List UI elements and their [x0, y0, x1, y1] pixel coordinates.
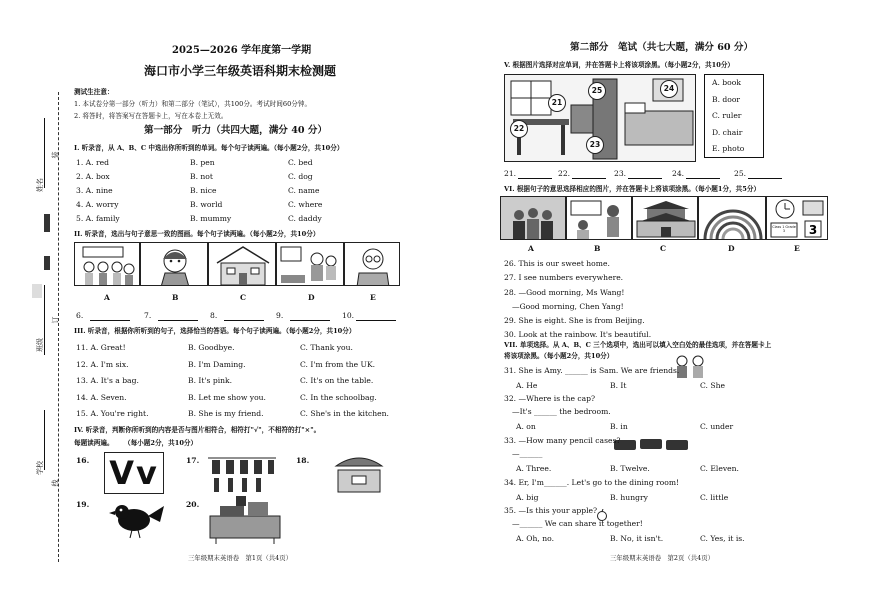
picture-desk-books — [206, 494, 292, 544]
option-a: 3. A. nine — [76, 186, 113, 195]
option-b: B. not — [190, 172, 213, 181]
picture-rainbow — [698, 196, 766, 240]
picture-letter: E — [370, 293, 376, 302]
picture-letter: C — [240, 293, 247, 302]
option-c: C. She's in the kitchen. — [300, 409, 389, 418]
option-c: C. Thank you. — [300, 343, 353, 352]
q5-title: V. 根据图片选择对应单词，并在答题卡上将该项涂黑。（每小题2分，共10分） — [504, 61, 735, 69]
option-b: B. in — [610, 422, 628, 431]
picture-number-badge: 22 — [510, 120, 528, 138]
picture-clock-numbers — [766, 196, 828, 240]
option-b: B. Let me show you. — [188, 392, 266, 402]
sentence: 28. —Good morning, Ms Wang! — [504, 288, 625, 297]
question-text: —______ — [512, 449, 543, 458]
question-text: 33. —How many pencil cases? — [504, 436, 621, 445]
margin-dark-mark — [44, 256, 50, 270]
picture-letter: C — [660, 244, 667, 253]
picture-letter: D — [308, 293, 315, 302]
answer-blank[interactable] — [356, 320, 396, 321]
option-a: A. Three. — [516, 464, 552, 473]
word-option: A. book — [712, 78, 741, 87]
answer-blank[interactable] — [158, 320, 198, 321]
picture-bottles — [206, 452, 278, 494]
note-line: 1. 本试卷分第一部分（听力）和第二部分（笔试），共100分。考试时间60分钟。 — [74, 100, 312, 108]
picture-tiananmen — [632, 196, 698, 240]
class-sign-text: Class 1 Grade 3 — [772, 225, 796, 233]
answer-number: 6. — [76, 311, 84, 320]
answer-blank[interactable] — [90, 320, 130, 321]
picture-number-badge: 21 — [548, 94, 566, 112]
picture-family-room — [276, 242, 344, 286]
picture-children-classroom — [74, 242, 140, 286]
margin-gray-mark — [32, 284, 42, 298]
option-c: C. bed — [288, 158, 313, 167]
picture-grandpa — [344, 242, 400, 286]
option-b: B. Goodbye. — [188, 343, 235, 352]
option-c: C. where — [288, 200, 323, 209]
option-b: B. She is my friend. — [188, 409, 264, 418]
option-a: A. Oh, no. — [516, 534, 554, 543]
margin-cut-mark: 装 — [51, 151, 60, 159]
q4-number: 18. — [296, 456, 310, 465]
word-option: B. door — [712, 94, 741, 104]
picture-letter: E — [794, 244, 800, 253]
q4-subtitle: 每题读两遍。 — [74, 439, 114, 447]
picture-number-badge: 24 — [660, 80, 678, 98]
option-a: A. on — [516, 422, 536, 431]
q3-title: III. 听录音，根据你所听到的句子，选择恰当的答语。每个句子读两遍。（每小题2分，共10分） — [74, 327, 356, 335]
right-footer: 三年级期末英语卷 第2页（共4页） — [610, 554, 714, 562]
option-b: B. No, it isn't. — [610, 534, 664, 543]
left-footer: 三年级期末英语卷 第1页（共4页） — [188, 554, 292, 562]
option-a: A. He — [516, 381, 538, 390]
part1-title: 第一部分 听力（共四大题，满分 40 分） — [144, 125, 328, 136]
option-a: 13. A. It's a bag. — [76, 376, 139, 385]
option-a: 15. A. You're right. — [76, 409, 149, 418]
year-title: 2025—2026 学年度第一学期 — [172, 45, 312, 56]
sentence: —Good morning, Chen Yang! — [512, 302, 624, 311]
option-b: B. hungry — [610, 493, 648, 502]
picture-letters-vv — [104, 452, 164, 494]
picture-house — [208, 242, 276, 286]
binding-dashed-line — [58, 92, 59, 562]
option-c: C. little — [700, 493, 729, 502]
option-a: 1. A. red — [76, 158, 109, 167]
answer-blank[interactable] — [748, 178, 782, 179]
question-text: —It's ______ the bedroom. — [512, 407, 611, 416]
option-b: B. It's pink. — [188, 376, 233, 385]
q4-score: （每小题2分，共10分） — [124, 439, 198, 447]
sentence: 26. This is our sweet home. — [504, 259, 610, 268]
option-c: C. Yes, it is. — [700, 534, 745, 543]
option-c: C. dog — [288, 172, 313, 181]
margin-cut-mark: 订 — [51, 316, 60, 324]
q4-number: 16. — [76, 456, 90, 465]
apple-icon — [596, 506, 608, 518]
letters-vv-text: Vv — [109, 454, 159, 492]
q1-title: I. 听录音，从 A、B、C 中选出你所听到的单词。每个句子读两遍。（每小题2分，共10分） — [74, 144, 344, 152]
word-option: D. chair — [712, 127, 743, 137]
option-c: C. daddy — [288, 214, 322, 223]
word-option: C. ruler — [712, 111, 742, 120]
question-text: —______ We can share it together! — [512, 519, 643, 528]
picture-letter: B — [594, 244, 601, 253]
margin-label-school: 学校 — [36, 461, 44, 475]
option-a: 4. A. worry — [76, 200, 119, 209]
picture-letter: A — [528, 244, 534, 253]
answer-number: 7. — [144, 311, 152, 320]
picture-letter: A — [104, 293, 110, 302]
answer-blank[interactable] — [290, 320, 330, 321]
notes-title: 测试生注意： — [74, 88, 114, 96]
q4-number: 20. — [186, 500, 200, 509]
question-text: 34. Er, I'm______. Let's go to the dining room! — [504, 478, 680, 487]
svg-text:3: 3 — [808, 223, 818, 237]
exam-title: 海口市小学三年级英语科期末检测题 — [144, 64, 337, 78]
picture-number-badge: 25 — [588, 82, 606, 100]
answer-number: 22. — [558, 169, 571, 178]
answer-number: 21. — [504, 169, 517, 178]
answer-blank[interactable] — [686, 178, 720, 179]
picture-letter: D — [728, 244, 735, 253]
picture-pencil-cases — [612, 436, 692, 452]
answer-blank[interactable] — [572, 178, 606, 179]
note-line: 2. 将答时，将答案写在答题卡上，写在本卷上无效。 — [74, 112, 228, 120]
option-a: 5. A. family — [76, 214, 120, 223]
option-b: B. world — [190, 200, 223, 209]
option-a: 12. A. I'm six. — [76, 359, 129, 369]
q2-title: II. 听录音，选出与句子意思一致的图画。每个句子读两遍。（每小题2分，共10分） — [74, 230, 320, 238]
answer-blank[interactable] — [224, 320, 264, 321]
picture-number-badge: 23 — [586, 136, 604, 154]
option-a: 14. A. Seven. — [76, 392, 127, 402]
sentence: 27. I see numbers everywhere. — [504, 273, 624, 282]
option-a: 11. A. Great! — [76, 343, 126, 352]
part2-title: 第二部分 笔试（共七大题，满分 60 分） — [570, 42, 754, 53]
option-c: C. In the schoolbag. — [300, 392, 377, 402]
question-text: 35. —Is this your apple? — [504, 506, 598, 515]
q4-title: IV. 听录音，判断你所听到的内容是否与图片相符合，相符打"√"，不相符的打"×"。 — [74, 426, 321, 434]
answer-number: 25. — [734, 169, 747, 178]
option-a: A. big — [516, 493, 539, 502]
question-text: 32. —Where is the cap? — [504, 394, 596, 403]
picture-box-umbrella — [330, 452, 388, 494]
option-c: C. Eleven. — [700, 464, 739, 473]
option-b: B. nice — [190, 186, 217, 195]
picture-letter: B — [172, 293, 179, 302]
answer-number: 8. — [210, 311, 218, 320]
q7-title: VII. 单项选择。从 A、B、C 三个选项中，选出可以填入空白处的最佳选项，并在答题卡上 — [504, 341, 772, 349]
q4-number: 19. — [76, 500, 90, 509]
option-c: C. under — [700, 422, 734, 431]
answer-number: 10. — [342, 311, 355, 320]
option-b: B. I'm Daming. — [188, 359, 246, 369]
answer-number: 23. — [614, 169, 627, 178]
answer-number: 24. — [672, 169, 685, 178]
option-b: B. mummy — [190, 214, 232, 223]
q7-title-cont: 将该项涂黑。（每小题2分，共10分） — [504, 352, 614, 360]
q6-title: VI. 根据句子的意思选择相应的图片，并在答题卡上将该项涂黑。（每小题1分，共5分） — [504, 185, 761, 193]
option-a: 2. A. box — [76, 172, 110, 181]
word-option: E. photo — [712, 144, 745, 153]
sentence: 29. She is eight. She is from Beijing. — [504, 316, 645, 325]
question-text: 31. She is Amy. ______ is Sam. We are friends. — [504, 366, 680, 375]
margin-label-name: 姓名 — [36, 178, 44, 192]
margin-cut-mark: 线 — [51, 479, 60, 487]
option-b: B. Twelve. — [610, 464, 650, 473]
option-c: C. It's on the table. — [300, 376, 374, 385]
option-b: B. It — [610, 381, 627, 390]
picture-bird — [108, 496, 166, 540]
answer-blank[interactable] — [518, 178, 552, 179]
sentence: 30. Look at the rainbow. It's beautiful. — [504, 330, 652, 339]
picture-family-home — [500, 196, 566, 240]
q4-number: 17. — [186, 456, 200, 465]
answer-number: 9. — [276, 311, 284, 320]
margin-label-class: 班级 — [36, 338, 44, 352]
option-c: C. name — [288, 186, 320, 195]
picture-classroom-greeting — [566, 196, 632, 240]
margin-dark-mark — [44, 214, 50, 232]
answer-blank[interactable] — [628, 178, 662, 179]
option-c: C. I'm from the UK. — [300, 359, 376, 369]
picture-girl — [140, 242, 208, 286]
option-c: C. She — [700, 381, 725, 390]
option-b: B. pen — [190, 158, 215, 167]
